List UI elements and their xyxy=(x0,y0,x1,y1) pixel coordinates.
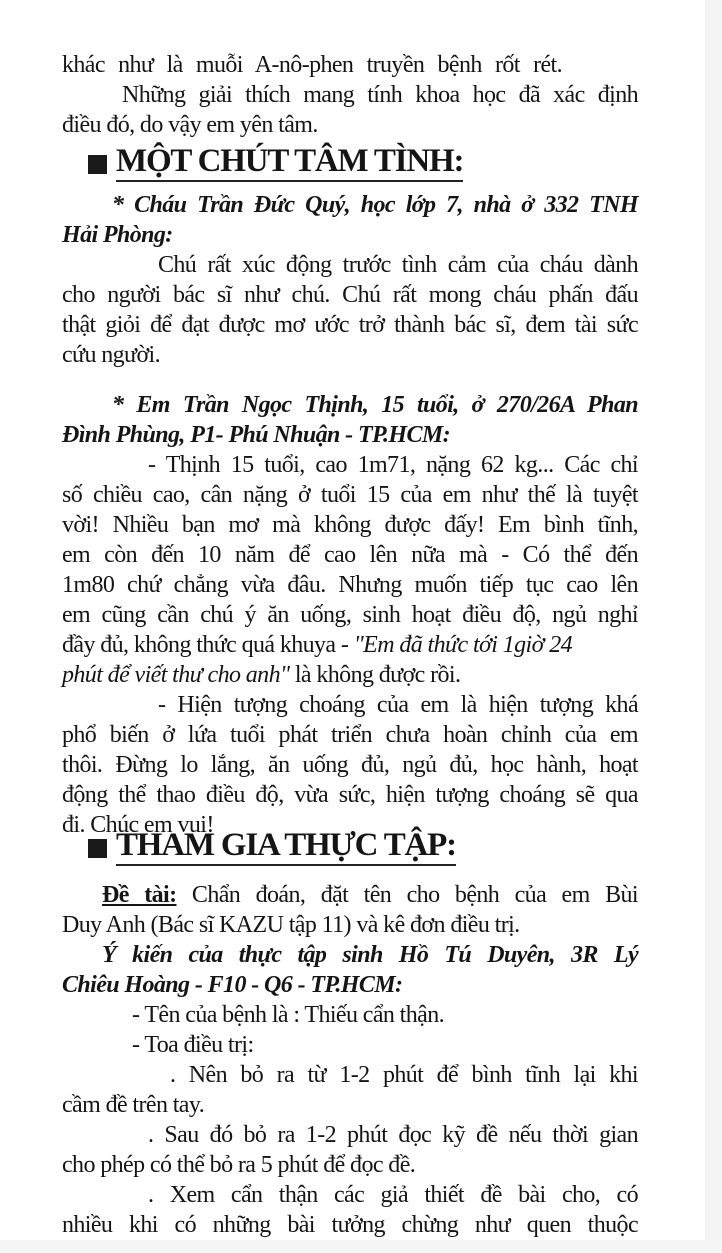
letter2-reply2-line-1: - Hiện tượng choáng của em là hiện tượng khá xyxy=(158,692,638,718)
prescription-item-3-line-1: . Xem cẩn thận các giả thiết đề bài cho, có xyxy=(148,1182,638,1208)
topic-line-2: Duy Anh (Bác sĩ KAZU tập 11) và kê đơn điều trị. xyxy=(62,912,520,938)
letter2-sender-line-1: * Em Trần Ngọc Thịnh, 15 tuổi, ở 270/26A Phan xyxy=(112,392,638,418)
opinion-line-2: Chiêu Hoàng - F10 - Q6 - TP.HCM: xyxy=(62,972,403,998)
letter1-sender-line-1: * Cháu Trần Đức Quý, học lớp 7, nhà ở 332 TNH xyxy=(112,192,638,218)
prescription-item-1-line-1: . Nên bỏ ra từ 1-2 phút để bình tĩnh lại khi xyxy=(170,1062,638,1088)
disease-name: - Tên của bệnh là : Thiếu cẩn thận. xyxy=(132,1002,444,1028)
letter2-reply-text: đầy đủ, không thức quá khuya - xyxy=(62,632,354,658)
prescription-label: - Toa điều trị: xyxy=(132,1032,254,1058)
letter2-reply-line-3: vời! Nhiều bạn mơ mà không được đấy! Em bình tĩnh, xyxy=(62,512,638,538)
section-heading-text: THAM GIA THỰC TẬP: xyxy=(116,827,456,866)
topic-label: Đề tài: xyxy=(102,882,177,908)
topic-text: Chẩn đoán, đặt tên cho bệnh của em Bùi xyxy=(176,882,638,908)
letter2-reply-line-7 xyxy=(62,630,638,660)
letter2-reply-line-2: số chiều cao, cân nặng ở tuổi 15 của em như thế là tuyệt xyxy=(62,482,638,508)
intro-line-2: Những giải thích mang tính khoa học đã xác định xyxy=(122,82,638,108)
prescription-item-1-line-2: cầm đề trên tay. xyxy=(62,1092,205,1118)
letter1-sender-line-2: Hải Phòng: xyxy=(62,222,173,248)
letter2-reply-line-8 xyxy=(62,660,638,690)
letter1-reply-line-1: Chú rất xúc động trước tình cảm của cháu dành xyxy=(158,252,638,278)
black-square-icon xyxy=(88,839,107,858)
section-heading-tham-gia-thuc-tap xyxy=(88,826,456,866)
page-edge-right xyxy=(705,0,722,1253)
opinion-line-1: Ý kiến của thực tập sinh Hồ Tú Duyên, 3R Lý xyxy=(102,942,638,968)
letter2-reply2-line-5: đi. Chúc em vui! xyxy=(62,812,214,838)
letter2-reply-line-6: em cũng cần chú ý ăn uống, sinh hoạt điều độ, ngủ nghỉ xyxy=(62,602,638,628)
letter2-reply2-line-4: động thể thao điều độ, vừa sức, hiện tượng choáng sẽ qua xyxy=(62,782,638,808)
black-square-icon xyxy=(88,155,107,174)
intro-line-3: điều đó, do vậy em yên tâm. xyxy=(62,112,318,138)
letter1-reply-line-4: cứu người. xyxy=(62,342,161,368)
topic-line-1 xyxy=(102,880,638,910)
letter1-reply-line-3: thật giỏi để đạt được mơ ước trở thành bác sĩ, đem tài sức xyxy=(62,312,638,338)
letter2-reply-line-1: - Thịnh 15 tuổi, cao 1m71, nặng 62 kg... Các chỉ xyxy=(148,452,638,478)
page-edge-bottom xyxy=(0,1240,722,1253)
section-heading-mot-chut-tam-tinh xyxy=(88,142,463,182)
letter2-reply2-line-2: phổ biến ở lứa tuổi phát triển chưa hoàn chỉnh của em xyxy=(62,722,638,748)
prescription-item-2-line-2: cho phép có thể bỏ ra 5 phút để đọc đề. xyxy=(62,1152,416,1178)
letter2-reply-quote: phút để viết thư cho anh" xyxy=(62,662,290,688)
letter2-reply2-line-3: thôi. Đừng lo lắng, ăn uống đủ, ngủ đủ, học hành, hoạt xyxy=(62,752,638,778)
letter1-reply-line-2: cho người bác sĩ như chú. Chú rất mong cháu phấn đấu xyxy=(62,282,638,308)
prescription-item-3-line-2: nhiều khi có những bài tưởng chừng như quen thuộc xyxy=(62,1212,638,1238)
letter2-reply-quote: "Em đã thức tới 1giờ 24 xyxy=(353,632,572,658)
intro-line-1: khác như là muỗi A-nô-phen truyền bệnh rốt rét. xyxy=(62,52,562,78)
prescription-item-2-line-1: . Sau đó bỏ ra 1-2 phút đọc kỹ đề nếu thời gian xyxy=(148,1122,638,1148)
section-heading-text: MỘT CHÚT TÂM TÌNH: xyxy=(116,143,463,182)
letter2-reply-line-4: em còn đến 10 năm để cao lên nữa mà - Có thể đến xyxy=(62,542,638,568)
letter2-sender-line-2: Đình Phùng, P1- Phú Nhuận - TP.HCM: xyxy=(62,422,451,448)
letter2-reply-line-5: 1m80 chứ chẳng vừa đâu. Nhưng muốn tiếp tục cao lên xyxy=(62,572,638,598)
letter2-reply-text: là không được rồi. xyxy=(289,662,461,688)
